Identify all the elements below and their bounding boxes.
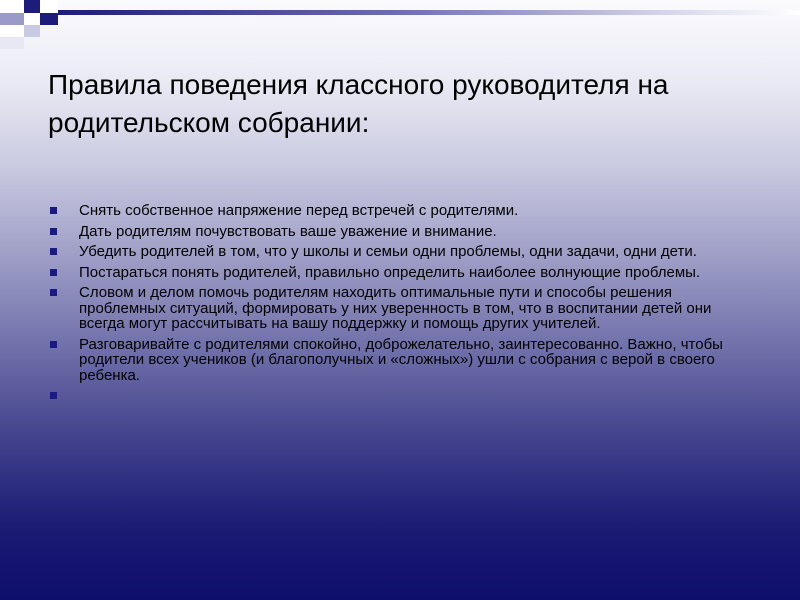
square-bullet-icon [50, 207, 57, 214]
square-bullet-icon [50, 289, 57, 296]
bullet-text: Постараться понять родителей, правильно определить наиболее волнующие проблемы. [79, 263, 701, 281]
square-bullet-icon [50, 248, 57, 255]
bullet-text: Дать родителям почувствовать ваше уважение и внимание. [79, 222, 497, 240]
bullet-item [48, 285, 748, 332]
bullet-text: Словом и делом помочь родителям находить оптимальные пути и способы решения проблемных ситуаций, формировать у них уверенность в том, что в воспитании детей они всегда могут рассчитывать на вашу поддержку и помощь других учителей. [79, 284, 712, 332]
slide-title: Правила поведения классного руководителя на родительском собрании: [48, 69, 669, 138]
corner-square [0, 25, 24, 37]
bullet-item [48, 203, 748, 219]
bullet-text: Снять собственное напряжение перед встречей с родителями. [79, 202, 519, 219]
corner-square [40, 0, 58, 13]
corner-square [0, 0, 24, 13]
square-bullet-icon [50, 341, 57, 348]
corner-decoration [0, 0, 64, 52]
top-gradient-bar [58, 10, 800, 15]
square-bullet-icon [50, 269, 57, 276]
bullet-item-empty [48, 388, 748, 403]
corner-square [0, 37, 24, 49]
bullet-item [48, 265, 748, 281]
corner-square [24, 25, 40, 37]
bullet-text: Разговаривайте с родителями спокойно, доброжелательно, заинтересованно. Важно, чтобы родители всех учеников (и благополучных и «сложных») ушли с собрания с верой в своего ребенка. [79, 335, 723, 384]
bullet-list [48, 203, 748, 408]
corner-square [0, 13, 24, 25]
bullet-item [48, 224, 748, 240]
bullet-item [48, 244, 748, 260]
square-bullet-icon [50, 392, 57, 399]
bullet-item [48, 337, 748, 384]
corner-square [40, 13, 58, 25]
corner-square [24, 0, 40, 13]
corner-square [24, 13, 40, 25]
square-bullet-icon [50, 228, 57, 235]
bullet-text: Убедить родителей в том, что у школы и семьи одни проблемы, одни задачи, одни дети. [79, 243, 697, 260]
